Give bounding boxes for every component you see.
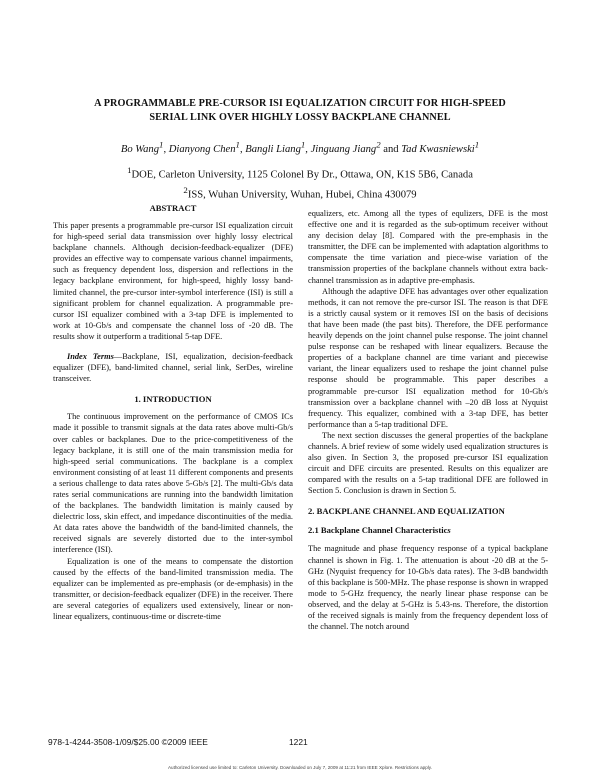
affiliation-1: $^1$DOE, Carleton University, 1125 Colonel By Dr., Ottawa, ON, K1S 5B6, Canada: [127, 165, 473, 181]
left-column: [53, 202, 293, 622]
title-line-1: A PROGRAMMABLE PRE-CURSOR ISI EQUALIZATION CIRCUIT FOR HIGH-SPEED: [94, 98, 506, 109]
section-2-heading: 2. BACKPLANE CHANNEL AND EQUALIZATION: [308, 506, 505, 517]
section-1-heading: 1. INTRODUCTION: [134, 394, 212, 405]
index-terms: [53, 351, 293, 384]
affiliations: [40, 163, 560, 202]
footer-isbn: 978-1-4244-3508-1/09/$25.00 ©2009 IEEE: [48, 737, 208, 747]
title-line-2: SERIAL LINK OVER HIGHLY LOSSY BACKPLANE CHANNEL: [149, 112, 451, 123]
license-notice: Authorized licensed use limited to: Carleton University. Downloaded on July 7, 2009 at 11:21 from IEEE Xplore. Restrictions apply.: [167, 765, 433, 770]
right-column: [308, 208, 548, 632]
author: Dianyong Chen$^1$,: [168, 139, 246, 155]
abstract-text: This paper presents a programmable pre-cursor ISI equalization circuit for high-speed serial data transmission over highly lossy electrical backplane channels. Although decision-feedback-equalizer (DFE) provides an effective way to compensate various channel impairments, such as frequency dependent loss, dispersion and reflections in the legacy backplane environment, for high-speed, highly lossy band-limited channel, the pre-cursor inter-symbol interference (ISI) is still a significant problem for channel equalization. A programmable pre-cursor ISI equalizer combined with a 3-tap DFE is implemented to work at 10-Gb/s and compensate the channel loss of -20 dB. The results show it outperform a traditional 5-tap DFE.: [53, 221, 293, 341]
abstract-heading: ABSTRACT: [149, 203, 197, 213]
author: Tad Kwasniewski$^1$: [401, 139, 480, 155]
intro-paragraph-4: Although the adaptive DFE has advantages over other equalization methods, it can not remove the pre-cursor ISI. The reason is that DFE is a strictly causal system or it removes ISI on the basis of decisions that have been made (the past bits). Therefore, the DFE performance heavily depends on the joint channel pulse response. The joint channel pulse response can be reshaped with linear equalizers. Because the properties of a backplane channel are time variant and piecewise variant, the linear equalizers used to reshape the joint channel pulse response should be programmable. This paper describes a programmable pre-cursor ISI equalization method for 10-Gb/s transmission over a backplane channel with –20 dB loss at Nyquist frequency. This equalizer, combined with a 3-tap DFE, has better performance than a 5-tap traditional DFE.: [308, 286, 548, 429]
section-2-paragraph-1: The magnitude and phase frequency response of a typical backplane channel is shown in Fig. 1. The attenuation is about -20 dB at the 5-GHz (Nyquist frequency for 10-Gb/s data rates). The 3-dB bandwidth of this backplane is 500-MHz. The phase response is shown in wrapped mode to 5-GHz frequency, the nearly linear phase response can be observed, and the delay at 5-GHz is 5.43-ns. Therefore, the distortion of the received signals is mainly from the frequency dependent loss of the channel. The notch around: [308, 544, 548, 632]
intro-paragraph-1: The continuous improvement on the performance of CMOS ICs made it possible to transmit signals at the data rates above multi-Gb/s over cables or backplanes. Due to the price-competitiveness of the legacy backplane, it is still one of the main transmission media for high-speed serial communications. The backplane is a complex environment consisting of at least 11 different components and presents a serious challenge to data rates above 5-Gb/s [2]. The multi-Gb/s data rates serial communications are running into the bandwidth limitation of the backplanes. The bandwidth limitation is mainly caused by dielectric loss, skin effect, and impedance discontinuities of the media. At data rates above the bandwidth of the band-limited channels, the received signals are severely distorted due to the inter-symbol interference (ISI).: [53, 412, 293, 555]
author: Bo Wang$^1$,: [120, 139, 169, 155]
intro-paragraph-5: The next section discusses the general properties of the backplane channels. A brief review of some widely used equalization structures is also given. In Section 3, the proposed pre-cursor ISI equalization circuit and DFE circuits are presented. Results on this equalizer are compared with the results on a 5-tap traditional DFE are followed in Section 5. Conclusion is drawn in Section 5.: [308, 430, 548, 496]
page-number: 1221: [289, 737, 308, 747]
author: Jinguang Jiang$^2$ and: [310, 139, 402, 155]
author-list: [40, 137, 560, 157]
index-terms-label: Index Terms: [67, 352, 114, 362]
paper-title: [40, 97, 560, 125]
author: Bangli Liang$^1$,: [245, 139, 311, 155]
affiliation-2: $^2$ISS, Wuhan University, Wuhan, Hubei, China 430079: [183, 184, 417, 201]
index-terms-text: —Backplane, ISI, equalization, decision-feedback equalizer (DFE), band-limited channel, serial link, SerDes, wireline transceiver.: [53, 352, 293, 384]
subsection-2-1-heading: 2.1 Backplane Channel Characteristics: [308, 525, 451, 536]
intro-paragraph-2: Equalization is one of the means to compensate the distortion caused by the effects of the band-limited transmission media. The equalizer can be implemented as pre-emphasis (or de-emphasis) in the transmitter, or decision-feedback equalizer (DFE) in the receiver. There are several categories of equalizers used extensively, linear or non-linear equalizers, continuous-time or discrete-time: [53, 556, 293, 621]
intro-paragraph-3: equalizers, etc. Among all the types of equlizers, DFE is the most effective one and it is regarded as the sub-optimum receiver without any decision delay [8]. Compared with the pre-emphasis in the transmitter, the DFE can be implemented with adaptation algorithms to compensate the time variation and piece-wise variation of the transmission properties of the backplane channels without extra back-channel transmission as in adaptive pre-emphasis.: [308, 209, 548, 285]
